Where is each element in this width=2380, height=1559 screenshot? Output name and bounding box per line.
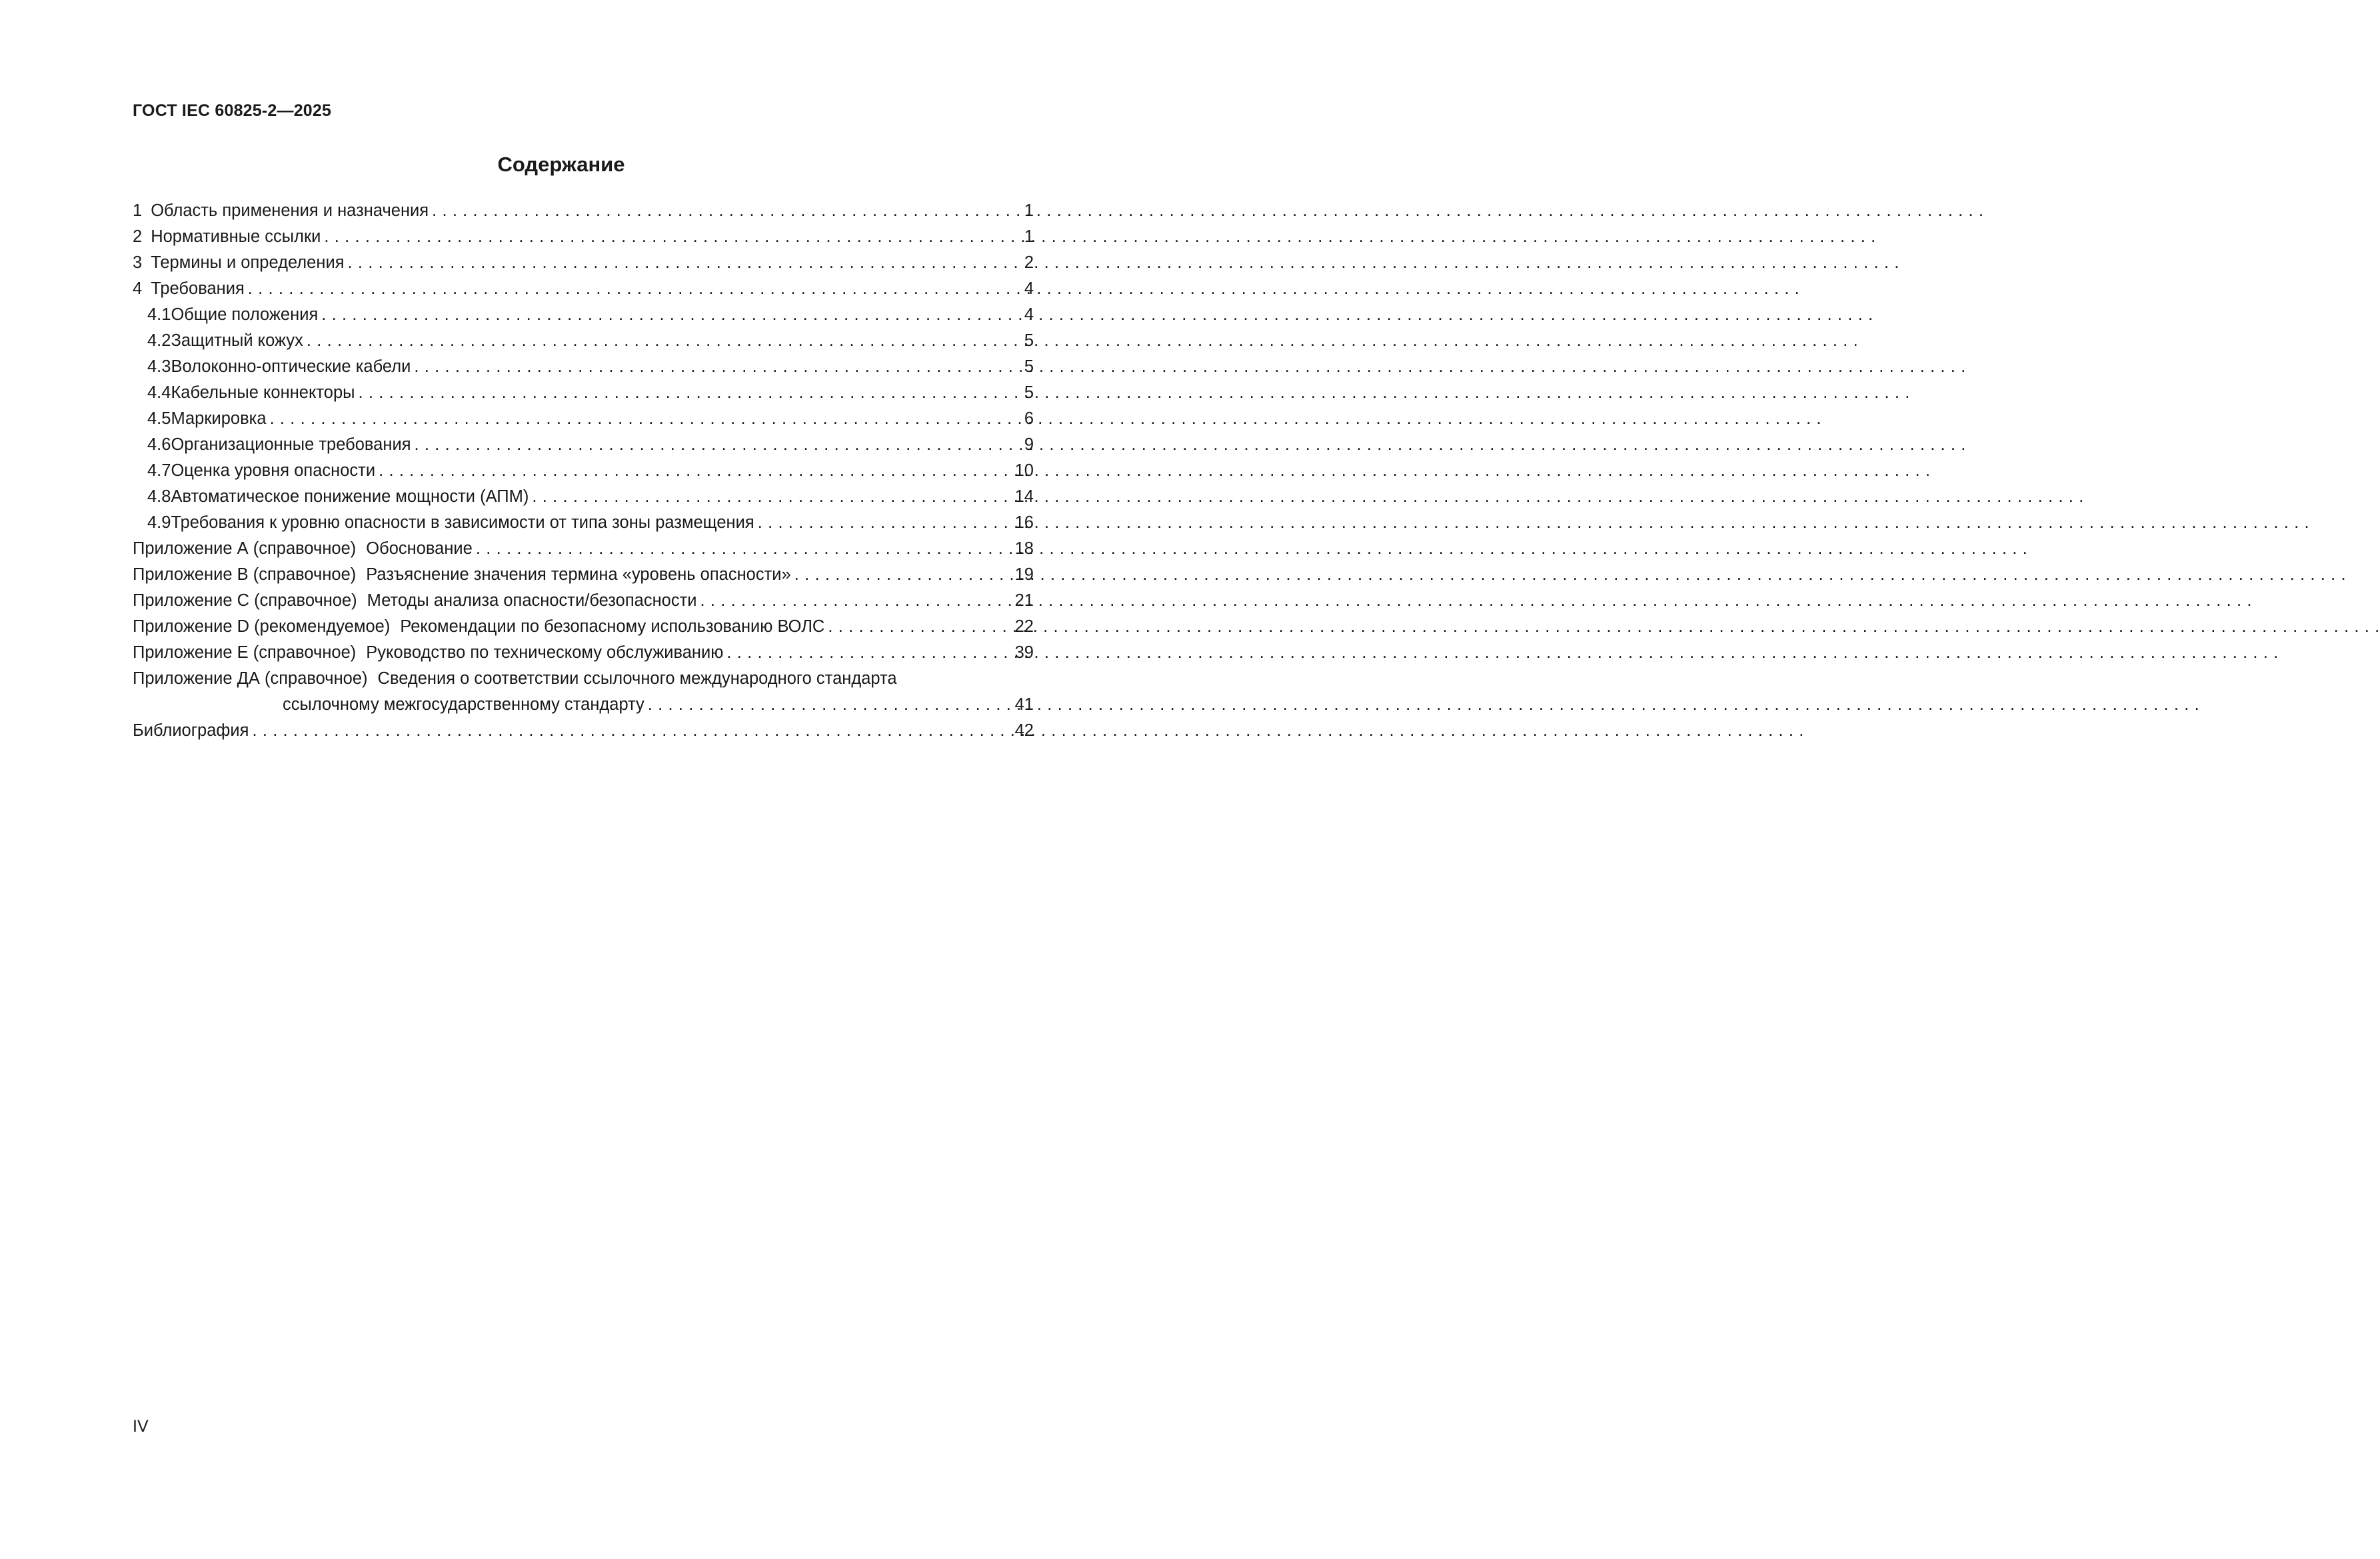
toc-appendix-entry[interactable] xyxy=(133,640,1034,666)
toc-leader xyxy=(348,250,1022,276)
toc-appendix-title: Приложение А (справочное) xyxy=(133,539,357,558)
toc-page: 42 xyxy=(1014,721,1034,740)
toc-leader xyxy=(700,588,1013,614)
toc-number: 1 xyxy=(133,201,143,220)
toc-leader xyxy=(307,328,1022,354)
toc-entry[interactable] xyxy=(133,198,1034,224)
toc-page: 2 xyxy=(1024,253,1034,272)
toc-number: 4 xyxy=(133,279,143,298)
toc-label: Волоконно-оптические кабели xyxy=(171,357,411,376)
toc-label: Руководство по техническому обслуживанию xyxy=(366,643,724,662)
toc-label: Защитный кожух xyxy=(171,331,303,350)
toc-label: Общие положения xyxy=(171,305,319,324)
toc-appendix-entry-continuation[interactable] xyxy=(133,692,1034,718)
toc-label: Рекомендации по безопасному использованию ВОЛС xyxy=(400,617,825,636)
toc-page: 5 xyxy=(1024,383,1034,402)
toc-label: Автоматическое понижение мощности (АПМ) xyxy=(171,487,529,506)
toc-number: 4.8 xyxy=(147,487,171,506)
toc-number: 4.5 xyxy=(147,409,171,428)
toc-leader xyxy=(321,302,1022,328)
toc-page: 14 xyxy=(1014,487,1034,506)
toc-number: 4.9 xyxy=(147,513,171,532)
document-page xyxy=(0,0,1102,1559)
toc-appendix-entry[interactable] xyxy=(133,588,1034,614)
toc-label: Нормативные ссылки xyxy=(151,227,321,246)
toc-label: Библиография xyxy=(133,721,249,740)
toc-appendix-entry[interactable] xyxy=(133,666,1034,692)
toc-leader xyxy=(476,536,1013,562)
toc-appendix-title: Приложение С (справочное) xyxy=(133,591,357,610)
toc-appendix-title: Приложение В (справочное) xyxy=(133,565,357,584)
toc-subentry[interactable] xyxy=(133,484,1034,510)
table-of-contents xyxy=(133,198,1034,744)
toc-subentry[interactable] xyxy=(133,432,1034,458)
toc-entry[interactable] xyxy=(133,276,1034,302)
toc-label-continuation: ссылочному межгосударственному стандарту xyxy=(283,695,644,714)
toc-appendix-title: Приложение ДА (справочное) xyxy=(133,669,368,688)
toc-subentry[interactable] xyxy=(133,328,1034,354)
toc-page: 5 xyxy=(1024,357,1034,376)
toc-page: 41 xyxy=(1014,695,1034,714)
toc-subentry[interactable] xyxy=(133,406,1034,432)
toc-subentry[interactable] xyxy=(133,458,1034,484)
toc-number: 4.6 xyxy=(147,435,171,454)
toc-appendix-entry[interactable] xyxy=(133,614,1034,640)
toc-leader xyxy=(414,354,1022,380)
toc-leader xyxy=(252,718,1012,744)
toc-leader xyxy=(248,276,1022,302)
toc-subentry[interactable] xyxy=(133,510,1034,536)
toc-page: 9 xyxy=(1024,435,1034,454)
toc-leader xyxy=(726,640,1012,666)
toc-page: 1 xyxy=(1024,227,1034,246)
toc-page: 18 xyxy=(1014,539,1034,558)
toc-label: Оценка уровня опасности xyxy=(171,461,376,480)
document-id: ГОСТ IEC 60825-2—2025 xyxy=(133,101,332,120)
toc-leader xyxy=(379,458,1013,484)
toc-label: Термины и определения xyxy=(151,253,345,272)
toc-number: 4.4 xyxy=(147,383,171,402)
toc-leader xyxy=(648,692,1013,718)
toc-label: Требования к уровню опасности в зависимости от типа зоны размещения xyxy=(171,513,754,532)
toc-label: Сведения о соответствии ссылочного международного стандарта xyxy=(377,669,897,688)
toc-page: 19 xyxy=(1014,565,1034,584)
toc-page: 16 xyxy=(1014,513,1034,532)
toc-page: 4 xyxy=(1024,305,1034,324)
toc-label: Маркировка xyxy=(171,409,267,428)
toc-label: Методы анализа опасности/безопасности xyxy=(367,591,697,610)
toc-leader xyxy=(828,614,1012,640)
page-number: IV xyxy=(133,1417,149,1436)
toc-number: 4.2 xyxy=(147,331,171,350)
toc-leader xyxy=(758,510,1013,536)
toc-page: 22 xyxy=(1014,617,1034,636)
toc-subentry[interactable] xyxy=(133,380,1034,406)
toc-number: 3 xyxy=(133,253,143,272)
toc-entry[interactable] xyxy=(133,224,1034,250)
toc-appendix-entry[interactable] xyxy=(133,536,1034,562)
toc-page: 4 xyxy=(1024,279,1034,298)
toc-leader xyxy=(432,198,1022,224)
toc-leader xyxy=(358,380,1022,406)
toc-label: Организационные требования xyxy=(171,435,411,454)
toc-label: Требования xyxy=(151,279,245,298)
toc-page: 10 xyxy=(1014,461,1034,480)
toc-number: 4.3 xyxy=(147,357,171,376)
toc-label: Область применения и назначения xyxy=(151,201,429,220)
toc-subentry[interactable] xyxy=(133,354,1034,380)
toc-label: Разъяснение значения термина «уровень опасности» xyxy=(366,565,791,584)
toc-appendix-title: Приложение Е (справочное) xyxy=(133,643,357,662)
toc-page: 5 xyxy=(1024,331,1034,350)
toc-label: Обоснование xyxy=(366,539,473,558)
toc-leader xyxy=(324,224,1022,250)
toc-page: 39 xyxy=(1014,643,1034,662)
toc-page: 6 xyxy=(1024,409,1034,428)
toc-bibliography-entry[interactable] xyxy=(133,718,1034,744)
toc-page: 1 xyxy=(1024,201,1034,220)
toc-leader xyxy=(532,484,1012,510)
toc-appendix-entry[interactable] xyxy=(133,562,1034,588)
toc-leader xyxy=(415,432,1022,458)
toc-page: 21 xyxy=(1014,591,1034,610)
toc-subentry[interactable] xyxy=(133,302,1034,328)
toc-number: 4.7 xyxy=(147,461,171,480)
toc-number: 4.1 xyxy=(147,305,171,324)
toc-leader xyxy=(270,406,1022,432)
page-title: Содержание xyxy=(497,153,625,176)
toc-label: Кабельные коннекторы xyxy=(171,383,355,402)
toc-entry[interactable] xyxy=(133,250,1034,276)
toc-appendix-title: Приложение D (рекомендуемое) xyxy=(133,617,391,636)
toc-number: 2 xyxy=(133,227,143,246)
toc-leader xyxy=(794,562,1013,588)
